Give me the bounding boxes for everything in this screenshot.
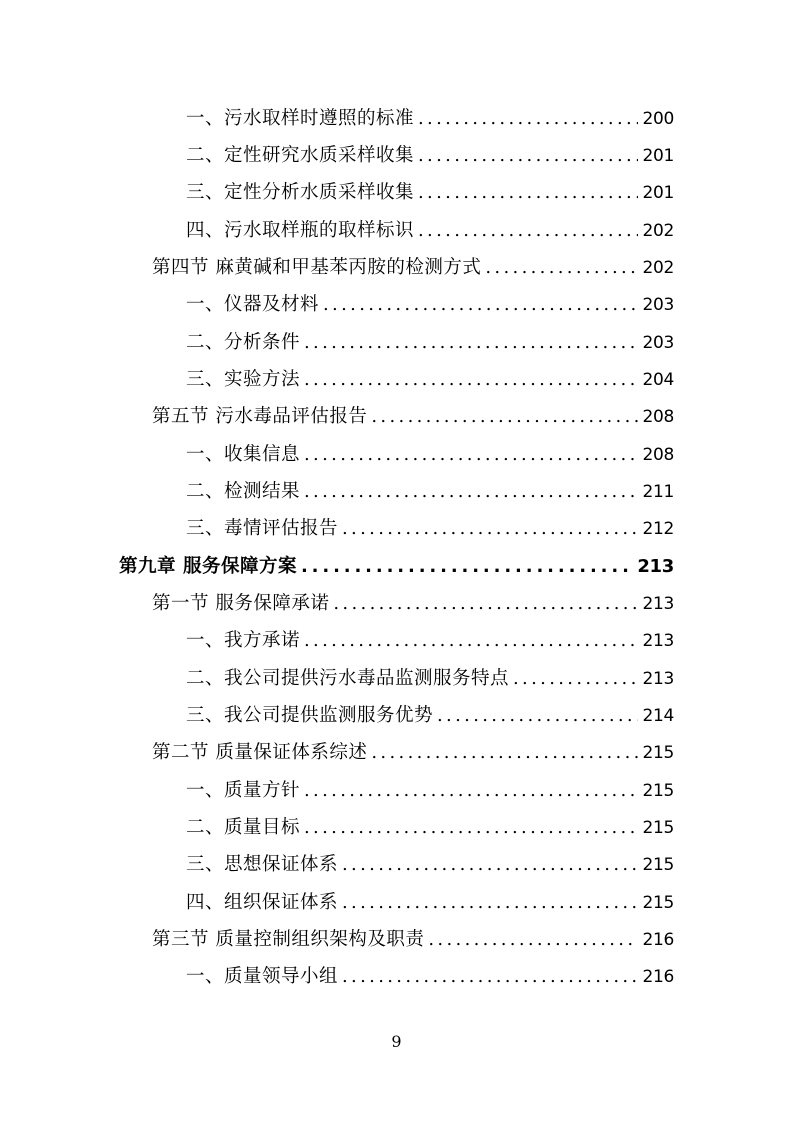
toc-entry-title: 二、我公司提供污水毒品监测服务特点 [186,668,510,689]
toc-leader-dots [437,701,638,731]
toc-entry[interactable] [186,477,674,507]
toc-leader-dots [342,962,638,992]
toc-leader-dots [418,216,638,246]
toc-entry[interactable] [186,328,674,358]
page-number: 9 [391,1032,402,1051]
toc-entry-page: 213 [642,669,674,689]
toc-leader-dots [304,440,638,470]
toc-entry-page: 215 [642,893,674,913]
toc-entry[interactable] [152,402,674,432]
toc-entry-page: 216 [642,967,674,987]
toc-leader-dots [304,477,638,507]
toc-entry-page: 215 [642,781,674,801]
toc-entry[interactable] [152,253,674,283]
toc-entry[interactable] [186,365,674,395]
toc-entry-page: 213 [637,556,674,577]
toc-leader-dots [342,514,638,544]
toc-entry-page: 215 [642,743,674,763]
toc-leader-dots [323,290,638,320]
toc-entry[interactable] [152,738,674,768]
toc-leader-dots [333,589,638,619]
toc-entry-page: 200 [642,109,674,129]
toc-entry-title: 二、质量目标 [186,817,301,838]
toc-entry-title: 第九章 服务保障方案 [119,556,297,577]
toc-leader-dots [304,328,638,358]
toc-entry-title: 一、收集信息 [186,444,301,465]
toc-entry-title: 第二节 质量保证体系综述 [152,742,368,763]
toc-leader-dots [371,738,638,768]
toc-leader-dots [304,813,638,843]
toc-leader-dots [342,888,638,918]
toc-entry-title: 一、仪器及材料 [186,294,320,315]
toc-leader-dots [301,552,633,582]
toc-entry-page: 202 [642,221,674,241]
toc-leader-dots [371,402,638,432]
toc-entry[interactable] [186,626,674,656]
toc-entry-title: 三、我公司提供监测服务优势 [186,705,434,726]
toc-entry-page: 213 [642,631,674,651]
toc-leader-dots [304,776,638,806]
toc-entry[interactable] [186,216,674,246]
toc-leader-dots [485,253,638,283]
toc-entry-page: 215 [642,855,674,875]
toc-entry[interactable] [186,850,674,880]
toc-entry-page: 201 [642,146,674,166]
toc-entry-page: 214 [642,706,674,726]
toc-entry-title: 三、实验方法 [186,369,301,390]
toc-entry[interactable] [186,664,674,694]
toc-entry-title: 第四节 麻黄碱和甲基苯丙胺的检测方式 [152,257,482,278]
toc-entry-title: 一、质量方针 [186,780,301,801]
toc-entry-title: 第五节 污水毒品评估报告 [152,406,368,427]
toc-entry-title: 四、污水取样瓶的取样标识 [186,220,415,241]
toc-entry-page: 202 [642,258,674,278]
toc-leader-dots [513,664,638,694]
toc-entry[interactable] [186,962,674,992]
toc-entry-page: 201 [642,183,674,203]
toc-entry-page: 208 [642,445,674,465]
toc-entry-title: 三、思想保证体系 [186,854,339,875]
toc-entry[interactable] [152,589,674,619]
toc-entry-page: 216 [642,930,674,950]
toc-entry[interactable] [186,290,674,320]
toc-entry-title: 第三节 质量控制组织架构及职责 [152,929,425,950]
toc-entry-title: 四、组织保证体系 [186,892,339,913]
toc-entry-page: 215 [642,818,674,838]
toc-leader-dots [418,104,638,134]
toc-leader-dots [418,141,638,171]
toc-entry[interactable] [186,514,674,544]
toc-entry-title: 一、我方承诺 [186,630,301,651]
toc-entry-title: 二、检测结果 [186,481,301,502]
toc-entry-title: 第一节 服务保障承诺 [152,593,330,614]
toc-entry-title: 三、毒情评估报告 [186,518,339,539]
toc-entry[interactable] [186,104,674,134]
toc-leader-dots [304,626,638,656]
toc-leader-dots [418,178,638,208]
toc-entry[interactable] [186,888,674,918]
toc-entry-title: 一、质量领导小组 [186,966,339,987]
toc-entry[interactable] [186,178,674,208]
toc-entry[interactable] [186,440,674,470]
toc-leader-dots [428,925,638,955]
toc-entry[interactable] [152,925,674,955]
toc-entry-page: 203 [642,295,674,315]
toc-entry[interactable] [186,701,674,731]
toc-entry[interactable] [186,776,674,806]
toc-entry-page: 204 [642,370,674,390]
toc-entry[interactable] [186,813,674,843]
toc-entry-title: 二、定性研究水质采样收集 [186,145,415,166]
toc-entry-page: 213 [642,594,674,614]
toc-entry-page: 212 [642,519,674,539]
toc-entry-page: 208 [642,407,674,427]
toc-chapter-entry[interactable] [119,552,674,582]
toc-entry[interactable] [186,141,674,171]
toc-entry-page: 211 [642,482,674,502]
toc-entry-title: 一、污水取样时遵照的标准 [186,108,415,129]
toc-entry-title: 二、分析条件 [186,332,301,353]
toc-entry-page: 203 [642,333,674,353]
toc-leader-dots [304,365,638,395]
toc-entry-title: 三、定性分析水质采样收集 [186,182,415,203]
toc-leader-dots [342,850,638,880]
